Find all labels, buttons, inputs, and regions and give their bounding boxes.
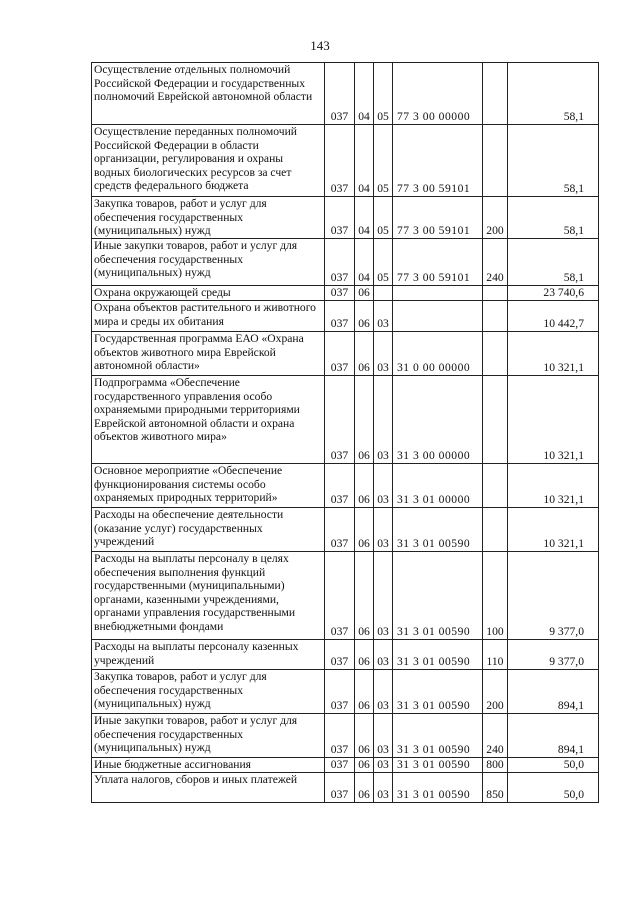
row-ved-code: 037: [325, 508, 355, 552]
row-target-article: 77 3 00 59101: [393, 197, 483, 239]
row-name: Расходы на выплаты персоналу казенных учреждений: [92, 640, 325, 670]
row-ved-code: 037: [325, 758, 355, 773]
row-section-code: 06: [355, 640, 374, 670]
row-ved-code: 037: [325, 773, 355, 803]
row-target-article: 31 3 01 00590: [393, 758, 483, 773]
row-amount: 58,1: [508, 239, 599, 286]
table-row: [92, 332, 599, 376]
table-row: [92, 670, 599, 714]
row-amount: 10 442,7: [508, 301, 599, 332]
row-section-code: 04: [355, 239, 374, 286]
table-row: [92, 640, 599, 670]
table-row: [92, 552, 599, 640]
row-subsection-code: 03: [374, 508, 393, 552]
row-expense-type: [483, 464, 508, 508]
row-expense-type: 850: [483, 773, 508, 803]
row-expense-type: 800: [483, 758, 508, 773]
row-ved-code: 037: [325, 239, 355, 286]
row-subsection-code: 05: [374, 63, 393, 125]
row-target-article: 31 3 01 00590: [393, 640, 483, 670]
row-target-article: 31 3 01 00590: [393, 552, 483, 640]
table-row: [92, 125, 599, 197]
table-row: [92, 758, 599, 773]
row-ved-code: 037: [325, 464, 355, 508]
row-amount: 894,1: [508, 714, 599, 758]
page-number: 143: [310, 38, 330, 53]
row-amount: 58,1: [508, 63, 599, 125]
row-section-code: 06: [355, 464, 374, 508]
row-section-code: 06: [355, 670, 374, 714]
row-name: Осуществление переданных полномочий Российской Федерации в области организации, регулирования и охраны водных биологических ресурсов за счет средств федерального бюджета: [92, 125, 325, 197]
row-name: Уплата налогов, сборов и иных платежей: [92, 773, 325, 803]
row-section-code: 06: [355, 773, 374, 803]
row-section-code: 04: [355, 197, 374, 239]
table-row: [92, 239, 599, 286]
row-target-article: 31 0 00 00000: [393, 332, 483, 376]
row-subsection-code: 05: [374, 239, 393, 286]
row-subsection-code: 05: [374, 125, 393, 197]
table-row: [92, 464, 599, 508]
row-name: Закупка товаров, работ и услуг для обеспечения государственных (муниципальных) нужд: [92, 670, 325, 714]
table-row: [92, 508, 599, 552]
row-subsection-code: [374, 286, 393, 301]
table-row: [92, 301, 599, 332]
row-target-article: 31 3 01 00590: [393, 773, 483, 803]
row-section-code: 04: [355, 125, 374, 197]
row-expense-type: [483, 125, 508, 197]
row-target-article: 77 3 00 00000: [393, 63, 483, 125]
row-subsection-code: 05: [374, 197, 393, 239]
row-ved-code: 037: [325, 714, 355, 758]
table-row: [92, 286, 599, 301]
row-section-code: 06: [355, 332, 374, 376]
row-name: Расходы на выплаты персоналу в целях обеспечения выполнения функций государственными (муниципальными) органами, казенными учреждениями, органами управления государственными внебюджетными фондами: [92, 552, 325, 640]
row-subsection-code: 03: [374, 301, 393, 332]
row-amount: 58,1: [508, 197, 599, 239]
row-name: Охрана окружающей среды: [92, 286, 325, 301]
row-section-code: 06: [355, 758, 374, 773]
table-row: [92, 773, 599, 803]
row-subsection-code: 03: [374, 376, 393, 464]
row-name: Иные закупки товаров, работ и услуг для обеспечения государственных (муниципальных) нужд: [92, 714, 325, 758]
row-amount: 10 321,1: [508, 332, 599, 376]
row-name: Подпрограмма «Обеспечение государственного управления особо охраняемыми природными территориями Еврейской автономной области и охрана объектов животного мира»: [92, 376, 325, 464]
row-section-code: 06: [355, 376, 374, 464]
row-subsection-code: 03: [374, 552, 393, 640]
row-expense-type: 200: [483, 670, 508, 714]
row-target-article: 31 3 01 00590: [393, 670, 483, 714]
row-target-article: 77 3 00 59101: [393, 239, 483, 286]
row-amount: 23 740,6: [508, 286, 599, 301]
row-ved-code: 037: [325, 197, 355, 239]
row-target-article: 77 3 00 59101: [393, 125, 483, 197]
row-ved-code: 037: [325, 552, 355, 640]
row-ved-code: 037: [325, 376, 355, 464]
row-name: Расходы на обеспечение деятельности (оказание услуг) государственных учреждений: [92, 508, 325, 552]
row-name: Иные бюджетные ассигнования: [92, 758, 325, 773]
row-amount: 58,1: [508, 125, 599, 197]
row-expense-type: 200: [483, 197, 508, 239]
row-section-code: 06: [355, 714, 374, 758]
row-expense-type: 110: [483, 640, 508, 670]
row-name: Осуществление отдельных полномочий Российской Федерации и государственных полномочий Еврейской автономной области: [92, 63, 325, 125]
row-subsection-code: 03: [374, 640, 393, 670]
row-expense-type: [483, 63, 508, 125]
row-amount: 50,0: [508, 773, 599, 803]
row-section-code: 06: [355, 286, 374, 301]
row-subsection-code: 03: [374, 464, 393, 508]
row-section-code: 06: [355, 508, 374, 552]
row-ved-code: 037: [325, 63, 355, 125]
row-ved-code: 037: [325, 286, 355, 301]
table-row: [92, 714, 599, 758]
row-subsection-code: 03: [374, 332, 393, 376]
row-section-code: 06: [355, 552, 374, 640]
row-ved-code: 037: [325, 670, 355, 714]
row-amount: 10 321,1: [508, 508, 599, 552]
table-row: [92, 197, 599, 239]
table-row: [92, 376, 599, 464]
row-name: Иные закупки товаров, работ и услуг для обеспечения государственных (муниципальных) нужд: [92, 239, 325, 286]
row-target-article: [393, 301, 483, 332]
row-target-article: 31 3 01 00000: [393, 464, 483, 508]
row-amount: 50,0: [508, 758, 599, 773]
table-row: [92, 63, 599, 125]
row-target-article: 31 3 01 00590: [393, 714, 483, 758]
row-name: Закупка товаров, работ и услуг для обеспечения государственных (муниципальных) нужд: [92, 197, 325, 239]
row-ved-code: 037: [325, 332, 355, 376]
row-target-article: 31 3 00 00000: [393, 376, 483, 464]
row-expense-type: [483, 376, 508, 464]
row-ved-code: 037: [325, 640, 355, 670]
row-expense-type: [483, 332, 508, 376]
row-subsection-code: 03: [374, 758, 393, 773]
row-expense-type: [483, 286, 508, 301]
row-subsection-code: 03: [374, 773, 393, 803]
row-section-code: 06: [355, 301, 374, 332]
row-subsection-code: 03: [374, 714, 393, 758]
row-amount: 10 321,1: [508, 376, 599, 464]
row-amount: 894,1: [508, 670, 599, 714]
row-amount: 9 377,0: [508, 640, 599, 670]
row-expense-type: [483, 508, 508, 552]
budget-table-body: [92, 63, 599, 803]
row-expense-type: 100: [483, 552, 508, 640]
row-name: Охрана объектов растительного и животного мира и среды их обитания: [92, 301, 325, 332]
row-expense-type: 240: [483, 714, 508, 758]
row-name: Основное мероприятие «Обеспечение функционирования системы особо охраняемых природных территорий»: [92, 464, 325, 508]
budget-table: [91, 62, 599, 803]
row-expense-type: 240: [483, 239, 508, 286]
row-amount: 10 321,1: [508, 464, 599, 508]
row-ved-code: 037: [325, 301, 355, 332]
row-amount: 9 377,0: [508, 552, 599, 640]
row-section-code: 04: [355, 63, 374, 125]
row-target-article: 31 3 01 00590: [393, 508, 483, 552]
row-name: Государственная программа ЕАО «Охрана объектов животного мира Еврейской автономной области»: [92, 332, 325, 376]
row-ved-code: 037: [325, 125, 355, 197]
row-expense-type: [483, 301, 508, 332]
row-subsection-code: 03: [374, 670, 393, 714]
row-target-article: [393, 286, 483, 301]
